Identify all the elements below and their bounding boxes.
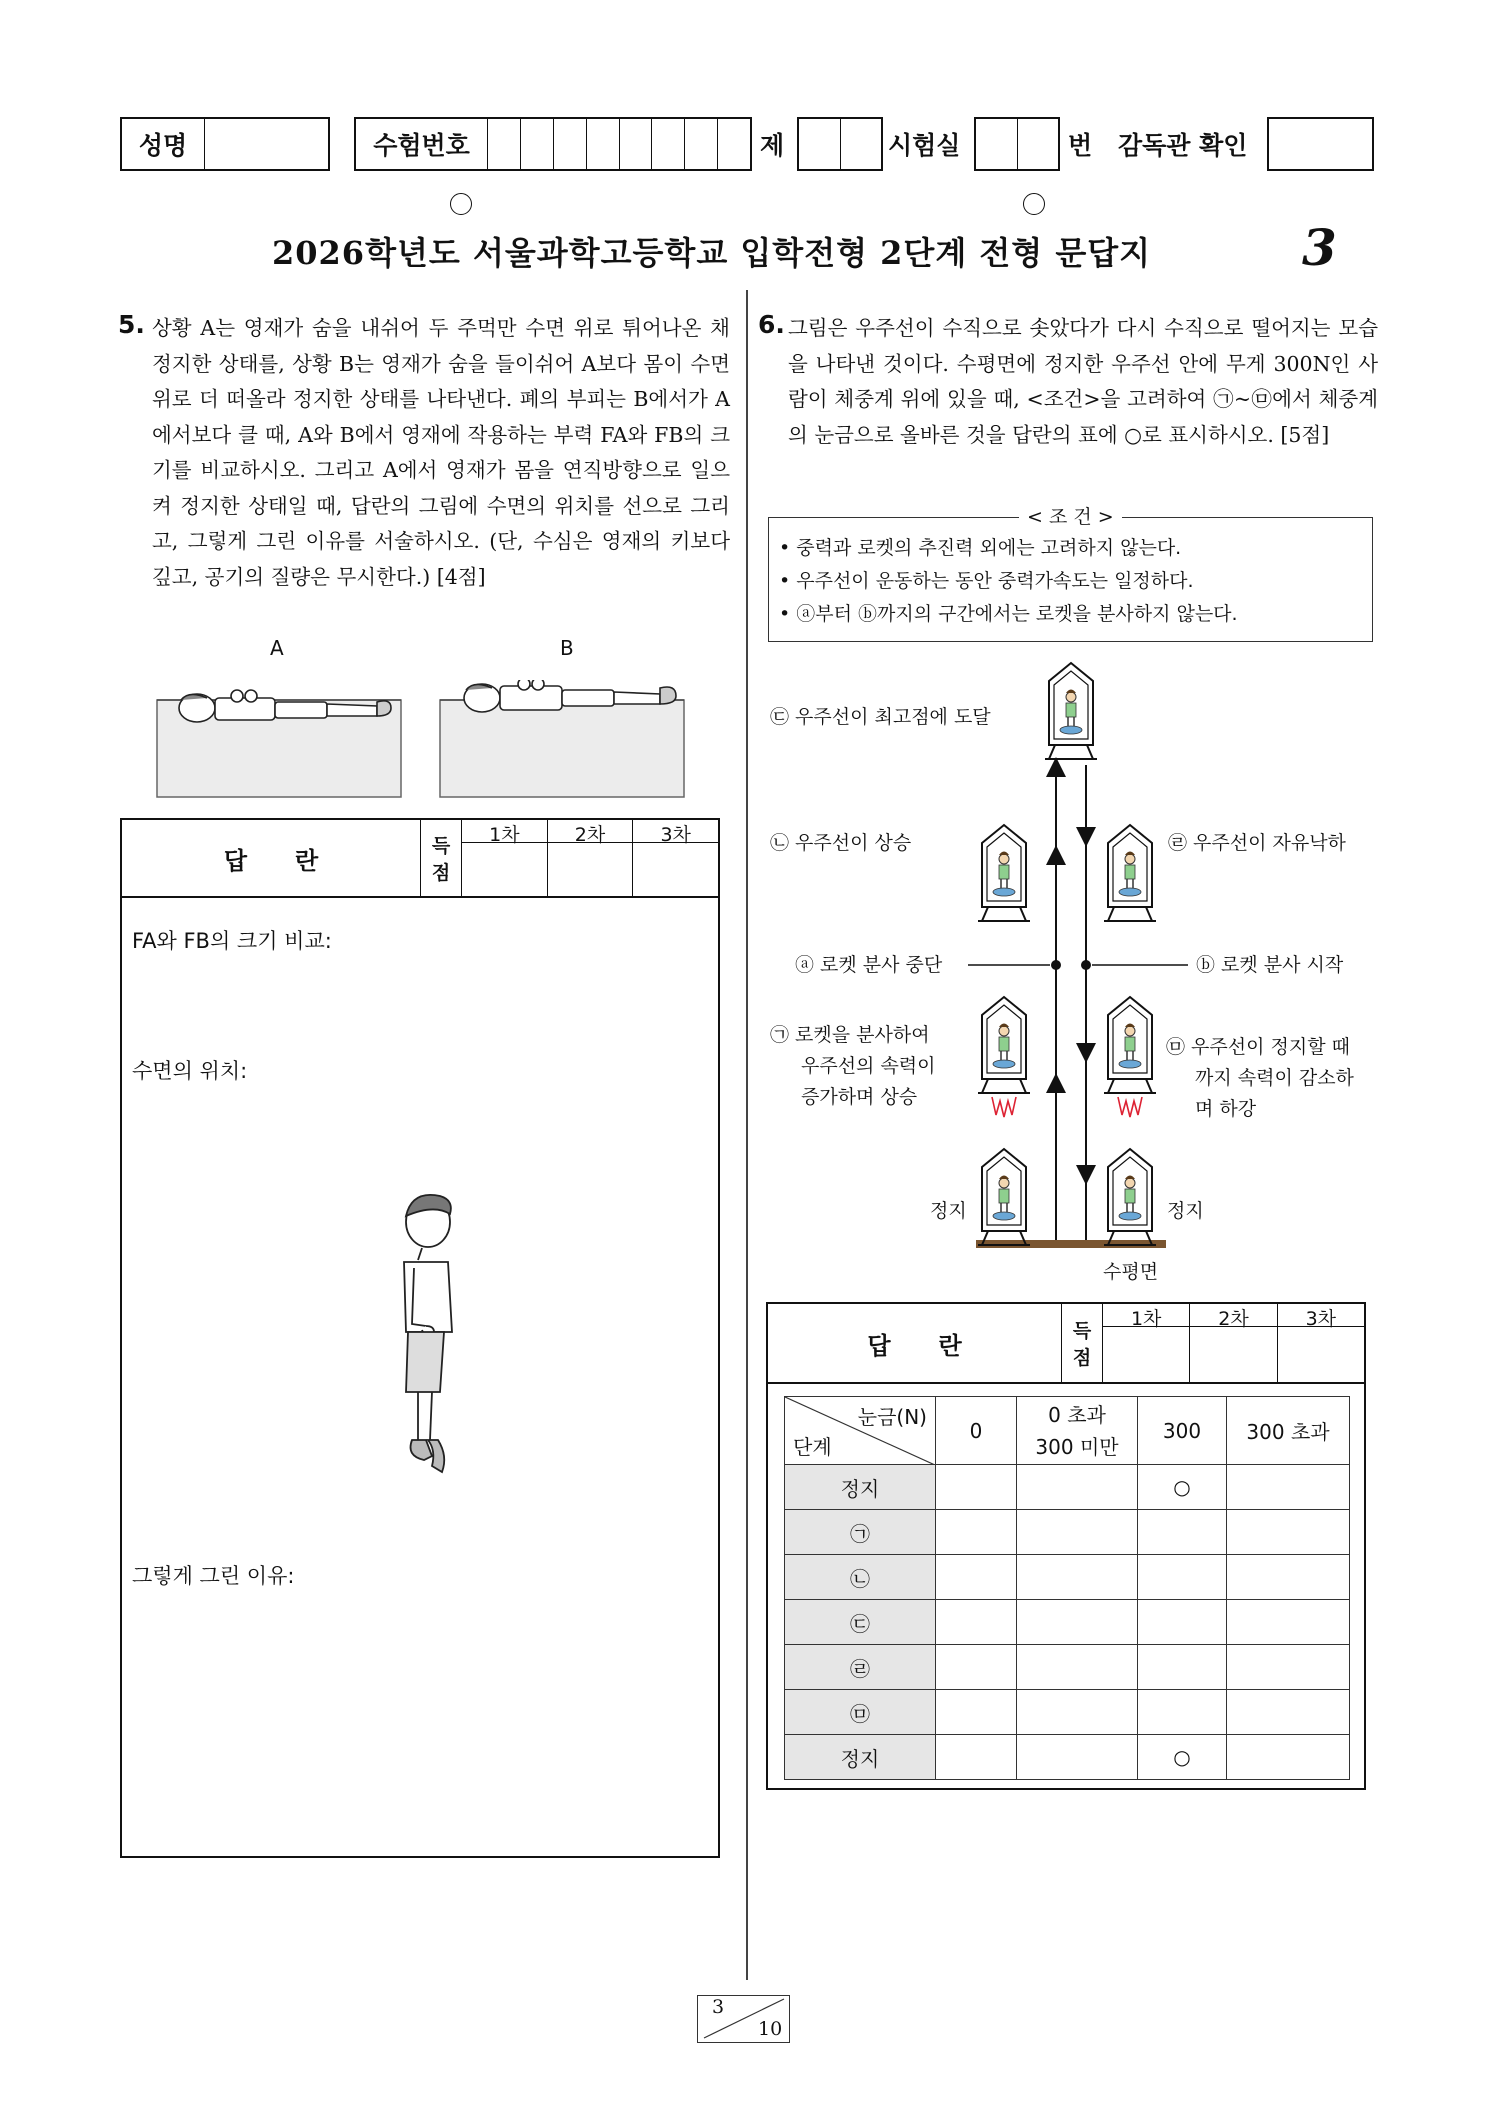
label-a-stop-thrust: ⓐ 로켓 분사 중단: [795, 954, 943, 976]
exam-number-box: [354, 117, 752, 171]
label-e-line2: 까지 속력이 감소하: [1195, 1067, 1354, 1089]
answer-cell[interactable]: [936, 1735, 1017, 1780]
q5-number: 5.: [118, 310, 145, 339]
condition-2: • 우주선이 운동하는 동안 중력가속도는 일정하다.: [779, 570, 1194, 592]
row-stage-r: ㉣: [785, 1645, 936, 1690]
col-300: 300: [1138, 1397, 1227, 1465]
reason-label: 그렇게 그린 이유:: [132, 1564, 295, 1588]
condition-1: • 중력과 로켓의 추진력 외에는 고려하지 않는다.: [779, 537, 1182, 559]
answer-cell[interactable]: [1138, 1555, 1227, 1600]
supervisor-sign-box[interactable]: [1267, 117, 1374, 171]
round-3-label: 3차: [633, 820, 718, 843]
page-section-number: 3: [1302, 218, 1337, 277]
label-stop-right: 정지: [1167, 1200, 1204, 1222]
col-over-300: 300 초과: [1227, 1397, 1350, 1465]
scale-reading-table: [784, 1396, 1350, 1780]
page-title: 2026학년도 서울과학고등학교 입학전형 2단계 전형 문답지: [272, 234, 1152, 272]
answer-cell[interactable]: [1227, 1465, 1350, 1510]
answer-title: 답 란: [867, 1331, 962, 1360]
answer-cell[interactable]: [1138, 1510, 1227, 1555]
answer-cell[interactable]: [1138, 1600, 1227, 1645]
q6-text-body: 그림은 우주선이 수직으로 솟았다가 다시 수직으로 떨어지는 모습을 나타낸 것이다. 수평면에 정지한 우주선 안에 무게 300N인 사람이 체중계 위에 있을 때, <조건>을 고려하여 ㉠~㉤에서 체중계의 눈금으로 올바른 것을 답란의 표에 ○로 표시하시오. [5점]: [788, 316, 1378, 447]
room-number-box: [797, 117, 883, 171]
supervisor-label: 감독관 확인: [1118, 131, 1248, 160]
name-box: [120, 117, 330, 171]
seat-digit-cell[interactable]: [1017, 119, 1059, 169]
figure-a-floating-person: [155, 680, 405, 800]
label-g-line3: 증가하며 상승: [801, 1086, 918, 1108]
surface-label: 수면의 위치:: [132, 1059, 248, 1083]
exam-digit-cell[interactable]: [717, 119, 750, 169]
round-2-label: 2차: [548, 820, 633, 843]
col-between: [1017, 1397, 1138, 1465]
exam-digit-cell[interactable]: [586, 119, 619, 169]
answer-cell[interactable]: [1138, 1645, 1227, 1690]
answer-cell[interactable]: [1227, 1600, 1350, 1645]
row-stage-d: ㉢: [785, 1600, 936, 1645]
answer-cell[interactable]: [936, 1510, 1017, 1555]
answer-cell[interactable]: [1138, 1690, 1227, 1735]
room-label: 시험실: [888, 131, 961, 160]
answer-cell[interactable]: [1227, 1555, 1350, 1600]
round-1-label: 1차: [1103, 1304, 1189, 1327]
score-label-top: 득: [1072, 1320, 1092, 1342]
exam-digit-cell[interactable]: [487, 119, 520, 169]
table-corner-header: [785, 1397, 936, 1465]
figure-b-label: B: [560, 636, 574, 660]
compare-answer-area[interactable]: [132, 960, 708, 1040]
figure-a-label: A: [270, 636, 284, 660]
beon-label: 번: [1068, 131, 1093, 160]
punch-hole-marker: [1023, 193, 1045, 215]
answer-cell[interactable]: [1017, 1465, 1138, 1510]
score-label-bottom: 점: [1072, 1347, 1092, 1369]
je-label: 제: [760, 131, 785, 160]
seat-digit-cell[interactable]: [976, 119, 1017, 169]
label-stop-left: 정지: [930, 1200, 967, 1222]
exam-digit-cell[interactable]: [651, 119, 684, 169]
score-label-bottom: 점: [431, 862, 451, 884]
answer-cell[interactable]: [936, 1600, 1017, 1645]
column-divider: [746, 290, 748, 1980]
q5-answer-box: [120, 818, 720, 1858]
room-digit-cell[interactable]: [799, 119, 840, 169]
answer-cell-marked: ○: [1138, 1465, 1227, 1510]
answer-cell[interactable]: [936, 1465, 1017, 1510]
answer-cell[interactable]: [1227, 1690, 1350, 1735]
round-2-label: 2차: [1190, 1304, 1276, 1327]
col-between-line2: 300 미만: [1035, 1434, 1119, 1459]
row-stage-end: 정지: [785, 1735, 936, 1780]
row-stage-g: ㉠: [785, 1510, 936, 1555]
point-b-dot: [1081, 960, 1091, 970]
col-between-line1: 0 초과: [1048, 1402, 1106, 1427]
answer-cell[interactable]: [936, 1690, 1017, 1735]
name-label: 성명: [138, 131, 188, 160]
score-round-1[interactable]: [461, 820, 547, 896]
answer-cell[interactable]: [1017, 1735, 1138, 1780]
seat-number-box: [974, 117, 1060, 171]
point-a-dot: [1051, 960, 1061, 970]
answer-cell[interactable]: [1017, 1510, 1138, 1555]
compare-label: FA와 FB의 크기 비교:: [132, 929, 332, 953]
condition-box: [768, 506, 1373, 642]
col-zero: 0: [936, 1397, 1017, 1465]
answer-cell-marked: ○: [1138, 1735, 1227, 1780]
label-b-rising: ㉡ 우주선이 상승: [770, 832, 912, 854]
label-e-line1: ㉤ 우주선이 정지할 때: [1166, 1036, 1350, 1058]
score-round-2[interactable]: [547, 820, 633, 896]
answer-cell[interactable]: [936, 1645, 1017, 1690]
figure-b-floating-person: [438, 680, 688, 800]
header-scale-label: 눈금(N): [857, 1405, 927, 1429]
punch-hole-marker: [450, 193, 472, 215]
label-d-freefall: ㉣ 우주선이 자유낙하: [1168, 832, 1346, 854]
row-stage-start: 정지: [785, 1465, 936, 1510]
row-stage-n: ㉡: [785, 1555, 936, 1600]
answer-cell[interactable]: [1017, 1690, 1138, 1735]
label-c-apex: ㉢ 우주선이 최고점에 도달: [770, 706, 991, 728]
q5-text-body: 상황 A는 영재가 숨을 내쉬어 두 주먹만 수면 위로 튀어나온 채 정지한 상태를, 상황 B는 영재가 숨을 들이쉬어 A보다 몸이 수면 위로 더 떠올라 정지한 상태를 나타낸다. 폐의 부피는 B에서가 A에서보다 클 때, A와 B에서 영재에 작용하는 부력 FA와 FB의 크기를 비교하시오. 그리고 A에서 영재가 몸을 연직방향으로 일으켜 정지한 상태일 때, 답란의 그림에 수면의 위치를 선으로 그리고, 그렇게 그린 이유를 서술하시오. (단, 수심은 영재의 키보다 깊고, 공기의 질량은 무시한다.) [4점]: [152, 316, 730, 589]
exam-number-label: 수험번호: [373, 131, 470, 160]
answer-cell[interactable]: [1017, 1645, 1138, 1690]
answer-cell[interactable]: [1017, 1600, 1138, 1645]
header-stage-label: 단계: [793, 1435, 832, 1459]
label-g-line1: ㉠ 로켓을 분사하여: [770, 1024, 930, 1046]
row-stage-m: ㉤: [785, 1690, 936, 1735]
answer-cell[interactable]: [1227, 1735, 1350, 1780]
reason-answer-area[interactable]: [132, 1600, 708, 1840]
score-round-2[interactable]: [1189, 1304, 1276, 1382]
current-page: 3: [712, 1996, 725, 2018]
condition-3: • ⓐ부터 ⓑ까지의 구간에서는 로켓을 분사하지 않는다.: [779, 603, 1238, 625]
name-field[interactable]: [204, 119, 328, 169]
label-e-line3: 며 하강: [1195, 1098, 1257, 1120]
round-3-label: 3차: [1278, 1304, 1364, 1327]
score-label-top: 득: [431, 835, 451, 857]
answer-cell[interactable]: [1227, 1510, 1350, 1555]
room-digit-cell[interactable]: [840, 119, 882, 169]
exam-digit-cell[interactable]: [684, 119, 717, 169]
label-b-start-thrust: ⓑ 로켓 분사 시작: [1196, 954, 1344, 976]
total-pages: 10: [758, 2018, 783, 2040]
page-number-box: [697, 1995, 790, 2043]
answer-cell[interactable]: [1227, 1645, 1350, 1690]
answer-cell[interactable]: [1017, 1555, 1138, 1600]
score-round-3[interactable]: [1277, 1304, 1364, 1382]
score-round-1[interactable]: [1102, 1304, 1189, 1382]
round-1-label: 1차: [462, 820, 547, 843]
label-ground: 수평면: [1103, 1261, 1159, 1283]
answer-cell[interactable]: [936, 1555, 1017, 1600]
q6-text: [788, 311, 1378, 453]
answer-title: 답 란: [223, 846, 319, 875]
exam-digit-cell[interactable]: [553, 119, 586, 169]
condition-title: < 조 건 >: [1019, 501, 1122, 534]
q6-number: 6.: [758, 310, 785, 339]
exam-digit-cell[interactable]: [520, 119, 553, 169]
q6-answer-box: [766, 1302, 1366, 1790]
score-round-3[interactable]: [632, 820, 718, 896]
label-g-line2: 우주선의 속력이: [801, 1055, 936, 1077]
standing-person-drawing[interactable]: [382, 1192, 492, 1474]
exam-digit-cell[interactable]: [619, 119, 652, 169]
q5-text: [152, 311, 730, 595]
